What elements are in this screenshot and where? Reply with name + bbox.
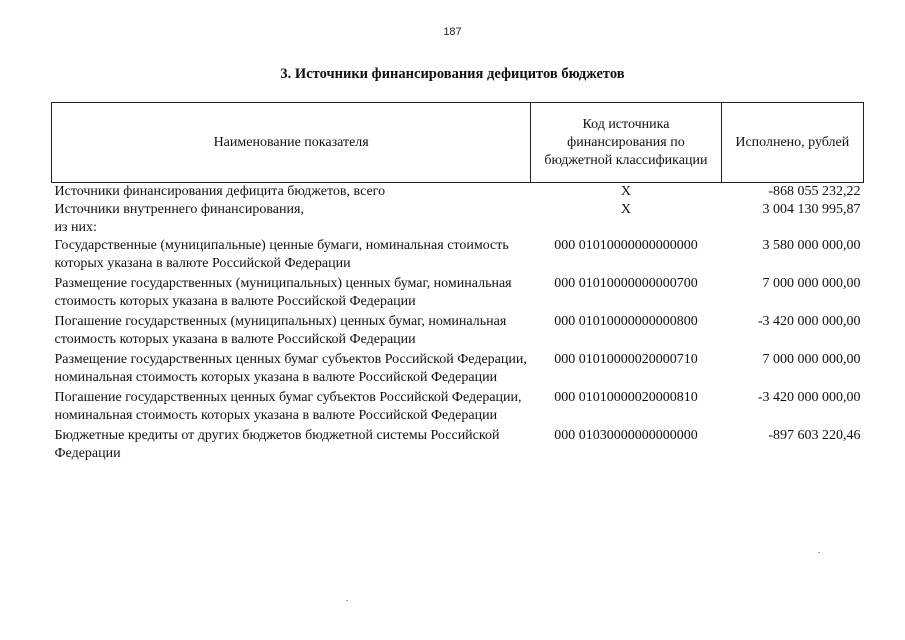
row-code: 000 01010000000000000 xyxy=(554,238,698,253)
table-header xyxy=(52,103,864,183)
row-amount: -3 420 000 000,00 xyxy=(757,390,861,405)
row-amount: 3 580 000 000,00 xyxy=(762,238,861,253)
row-name: Размещение государственных (муниципальных) ценных бумаг, номинальная стоимость которых указана в валюте Российской Федерации xyxy=(54,276,512,309)
header-executed-amount: Исполнено, рублей xyxy=(721,103,863,183)
row-code: X xyxy=(620,184,631,199)
scan-speck xyxy=(818,552,820,553)
row-name: Источники финансирования дефицита бюджетов, всего xyxy=(54,184,386,199)
row-name: Бюджетные кредиты от других бюджетов бюджетной системы Российской Федерации xyxy=(54,428,500,461)
row-name: Государственные (муниципальные) ценные бумаги, номинальная стоимость которых указана в валюте Российской Федерации xyxy=(54,238,509,271)
row-code: 000 01010000020000710 xyxy=(554,352,698,367)
financing-sources-table xyxy=(51,102,864,463)
section-title: 3. Источники финансирования дефицитов бюджетов xyxy=(280,66,625,82)
row-amount: 7 000 000 000,00 xyxy=(762,276,861,291)
scan-speck xyxy=(346,600,348,601)
row-code xyxy=(531,219,721,237)
table-row xyxy=(52,201,864,219)
header-indicator-name: Наименование показателя xyxy=(52,103,531,183)
row-name: Источники внутреннего финансирования, xyxy=(54,202,304,217)
row-amount: 7 000 000 000,00 xyxy=(762,352,861,367)
table-row xyxy=(52,237,864,273)
table-row xyxy=(52,349,864,387)
row-code: X xyxy=(620,202,631,217)
header-row xyxy=(52,103,864,183)
header-source-code: Код источника финансирования по бюджетной классификации xyxy=(531,103,721,183)
row-amount xyxy=(721,219,863,237)
table-row xyxy=(52,219,864,237)
row-amount: -868 055 232,22 xyxy=(768,184,861,199)
row-code: 000 01010000000000800 xyxy=(554,314,698,329)
row-name: Погашение государственных (муниципальных) ценных бумаг, номинальная стоимость которых указана в валюте Российской Федерации xyxy=(54,314,507,347)
row-name: Размещение государственных ценных бумаг субъектов Российской Федерации, номинальная стоимость которых указана в валюте Российской Федерации xyxy=(54,352,527,385)
table-row xyxy=(52,273,864,311)
table-row xyxy=(52,183,864,202)
page-number: 187 xyxy=(443,26,462,38)
table-row xyxy=(52,425,864,463)
row-name: из них: xyxy=(54,220,97,235)
row-code: 000 01030000000000000 xyxy=(554,428,698,443)
table-row xyxy=(52,387,864,425)
row-code: 000 01010000020000810 xyxy=(554,390,698,405)
row-amount: 3 004 130 995,87 xyxy=(762,202,861,217)
row-code: 000 01010000000000700 xyxy=(554,276,698,291)
row-name: Погашение государственных ценных бумаг субъектов Российской Федерации, номинальная стоимость которых указана в валюте Российской Федерации xyxy=(54,390,522,423)
row-amount: -3 420 000 000,00 xyxy=(757,314,861,329)
row-amount: -897 603 220,46 xyxy=(768,428,861,443)
table-row xyxy=(52,311,864,349)
